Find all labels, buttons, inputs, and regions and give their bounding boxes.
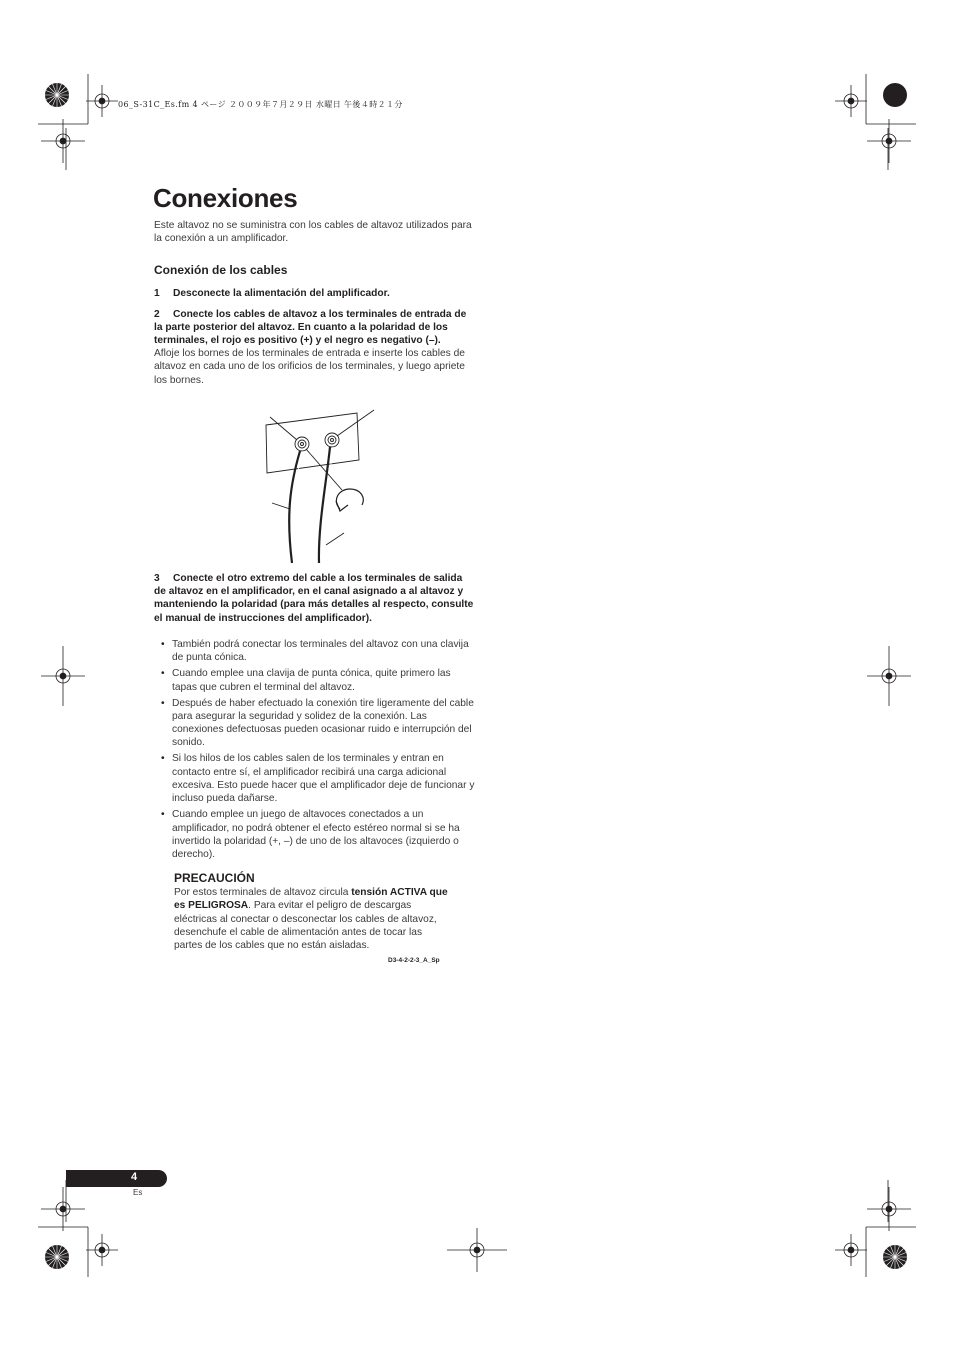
step-number: 3 [154,573,160,584]
step-text: Conecte los cables de altavoz a los terminales de entrada de la parte posterior del altavoz. En cuanto a la polaridad de los terminales, el rojo es positivo (+) y el negro es negativo (–). [154,309,467,347]
list-item-text: Cuando emplee un juego de altavoces conectados a un amplificador, no podrá obtener el efecto estéreo normal si se ha invertido la polaridad (+, –) de uno de los altavoces (izquierdo o derecho). [172,809,460,861]
terminal-left [295,437,309,451]
page-language: Es [133,1188,143,1197]
intro-paragraph: Este altavoz no se suministra con los cables de altavoz utilizados para la conexión a un amplificador. [154,220,472,245]
header-file-info: 06_S-31C_Es.fm 4 ページ ２００９年７月２９日 水曜日 午後４時２１分 [118,100,403,109]
caution-heading: PRECAUCIÓN [174,871,255,885]
caution-bold-text: tensión ACTIVA que es PELIGROSA [174,887,448,912]
list-item [160,808,476,861]
page-title: Conexiones [153,183,298,213]
caution-text-part: Por estos terminales de altavoz circula [174,887,352,898]
page-number: 4 [131,1171,138,1183]
notes-list [160,638,476,864]
list-item [160,638,476,665]
terminal-right [325,433,339,447]
step-text: Conecte el otro extremo del cable a los terminales de salida de altavoz en el amplificador, en el canal asignado a al altavoz y manteniendo la polaridad (para más detalles al respecto, consulte el manual de instrucciones del amplificador). [154,573,474,624]
section-heading: Conexión de los cables [154,263,288,277]
step-2-body: Afloje los bornes de los terminales de entrada e inserte los cables de altavoz en cada uno de los orificios de los terminales, y luego apriete los bornes. [154,348,465,386]
caution-code: D3-4-2-2-3_A_Sp [388,957,440,964]
rotate-arrow-icon [336,489,363,509]
step-number: 2 [154,309,160,320]
terminal-plate [266,413,359,473]
bullet-icon: • [161,753,165,765]
bullet-icon: • [161,809,165,821]
list-item [160,697,476,750]
step-1 [154,287,474,300]
list-item-text: Después de haber efectuado la conexión tire ligeramente del cable para asegurar la seguridad y solidez de la conexión. Las conexiones defectuosas pueden ocasionar ruido e interrupción del sonido. [172,697,474,749]
list-item-text: Cuando emplee una clavija de punta cónica, quite primero las tapas que cubren el terminal del altavoz. [172,668,451,693]
bullet-icon: • [161,697,165,709]
step-2 [154,308,474,348]
caution-text-part: . Para evitar el peligro de descargas eléctricas al conectar o desconectar los cables de altavoz, desenchufe el cable de alimentación antes de tocar las partes de los cables que no están aisladas. [174,900,437,952]
step-number: 1 [154,288,160,299]
list-item [160,752,476,805]
list-item-text: También podrá conectar los terminales del altavoz con una clavija de punta cónica. [172,639,469,664]
list-item-text: Si los hilos de los cables salen de los terminales y entran en contacto entre sí, el amplificador recibirá una carga adicional excesiva. Esto puede hacer que el amplificador deje de funcionar y incluso pueda dañarse. [172,753,475,805]
step-text: Desconecte la alimentación del amplificador. [173,288,390,299]
list-item [160,667,476,694]
bullet-icon: • [161,639,165,650]
terminal-illustration [262,405,378,565]
bullet-icon: • [161,668,165,680]
page-number-tab [66,1170,167,1187]
step-3 [154,572,474,625]
caution-text [174,886,449,952]
